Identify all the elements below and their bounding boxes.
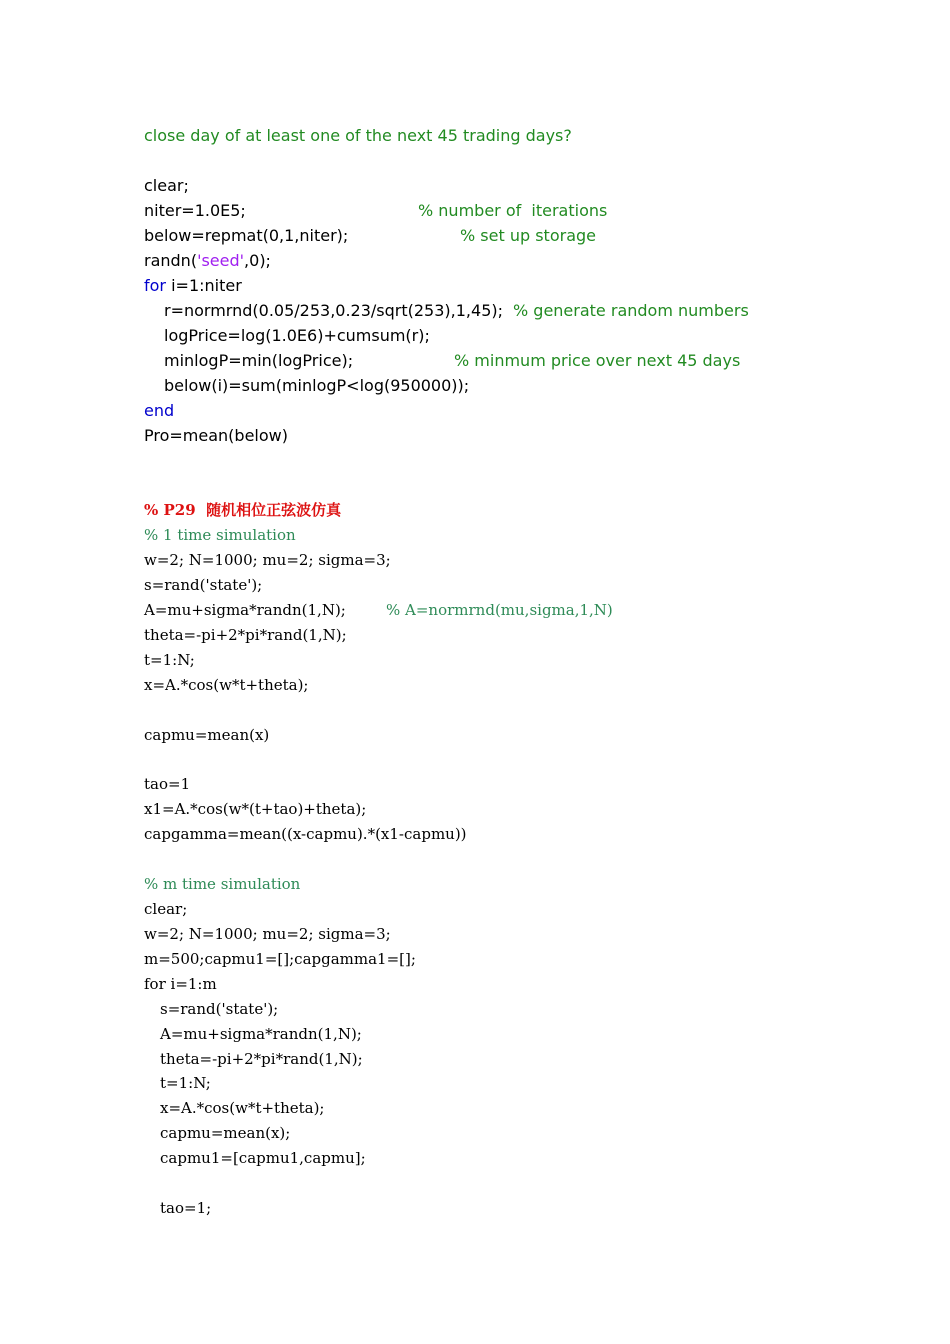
code-line-m-t: t=1:N; [160, 1074, 211, 1092]
code-line-state: s=rand('state'); [144, 576, 263, 594]
code-line-params: w=2; N=1000; mu=2; sigma=3; [144, 551, 391, 569]
comment-niter: % number of iterations [418, 201, 608, 220]
code-line-below [144, 225, 596, 247]
code-line-m-state: s=rand('state'); [160, 1000, 279, 1018]
code-niter: niter=1.0E5; [144, 201, 246, 220]
code-line-m-A: A=mu+sigma*randn(1,N); [160, 1025, 362, 1043]
code-line-minlogp [164, 350, 741, 372]
code-line-theta: theta=-pi+2*pi*rand(1,N); [144, 626, 347, 644]
code-line-tao: tao=1 [144, 775, 191, 793]
code-randn-string: 'seed' [197, 251, 245, 270]
code-line-pro: Pro=mean(below) [144, 426, 288, 445]
code-randn-prefix: randn( [144, 251, 198, 270]
keyword-end: end [144, 401, 175, 420]
comment-minlogp: % minmum price over next 45 days [454, 351, 741, 370]
code-line-below-i: below(i)=sum(minlogP<log(950000)); [164, 376, 470, 395]
code-line-m-clear: clear; [144, 900, 188, 918]
code-below: below=repmat(0,1,niter); [144, 226, 349, 245]
code-line-x: x=A.*cos(w*t+theta); [144, 676, 309, 694]
comment-1-time: % 1 time simulation [144, 526, 296, 544]
code-minlogp: minlogP=min(logPrice); [164, 351, 354, 370]
code-r: r=normrnd(0.05/253,0.23/sqrt(253),1,45); [164, 301, 503, 320]
code-line-m-for: for i=1:m [144, 975, 217, 993]
code-line-capgamma: capgamma=mean((x-capmu).*(x1-capmu)) [144, 825, 467, 843]
code-A: A=mu+sigma*randn(1,N); [144, 601, 346, 619]
comment-A: % A=normrnd(mu,sigma,1,N) [386, 601, 613, 619]
code-line-t: t=1:N; [144, 651, 195, 669]
comment-r: % generate random numbers [513, 301, 749, 320]
code-line-m-params: w=2; N=1000; mu=2; sigma=3; [144, 925, 391, 943]
comment-m-time: % m time simulation [144, 875, 301, 893]
keyword-for: for [144, 276, 166, 295]
code-line-x1: x1=A.*cos(w*(t+tao)+theta); [144, 800, 367, 818]
code-line-m-capmu: capmu=mean(x); [160, 1124, 291, 1142]
code-line-m-theta: theta=-pi+2*pi*rand(1,N); [160, 1050, 363, 1068]
code-for-rest: i=1:niter [166, 276, 242, 295]
code-randn-suffix: ,0); [244, 251, 271, 270]
code-line-niter [144, 200, 608, 222]
code-line-randn [144, 250, 271, 272]
intro-comment: close day of at least one of the next 45 trading days? [144, 126, 572, 145]
code-line-m-capmu1: capmu1=[capmu1,capmu]; [160, 1149, 366, 1167]
code-line-capmu: capmu=mean(x) [144, 726, 270, 744]
code-line-clear: clear; [144, 176, 189, 195]
code-line-A [144, 599, 613, 621]
code-line-m-init: m=500;capmu1=[];capgamma1=[]; [144, 950, 416, 968]
section-heading: % P29 随机相位正弦波仿真 [144, 501, 342, 519]
code-line-m-tao: tao=1; [160, 1199, 212, 1217]
code-line-logprice: logPrice=log(1.0E6)+cumsum(r); [164, 326, 430, 345]
comment-below: % set up storage [460, 226, 596, 245]
code-line-r [164, 300, 749, 322]
code-line-m-x: x=A.*cos(w*t+theta); [160, 1099, 325, 1117]
code-line-for [144, 275, 242, 297]
